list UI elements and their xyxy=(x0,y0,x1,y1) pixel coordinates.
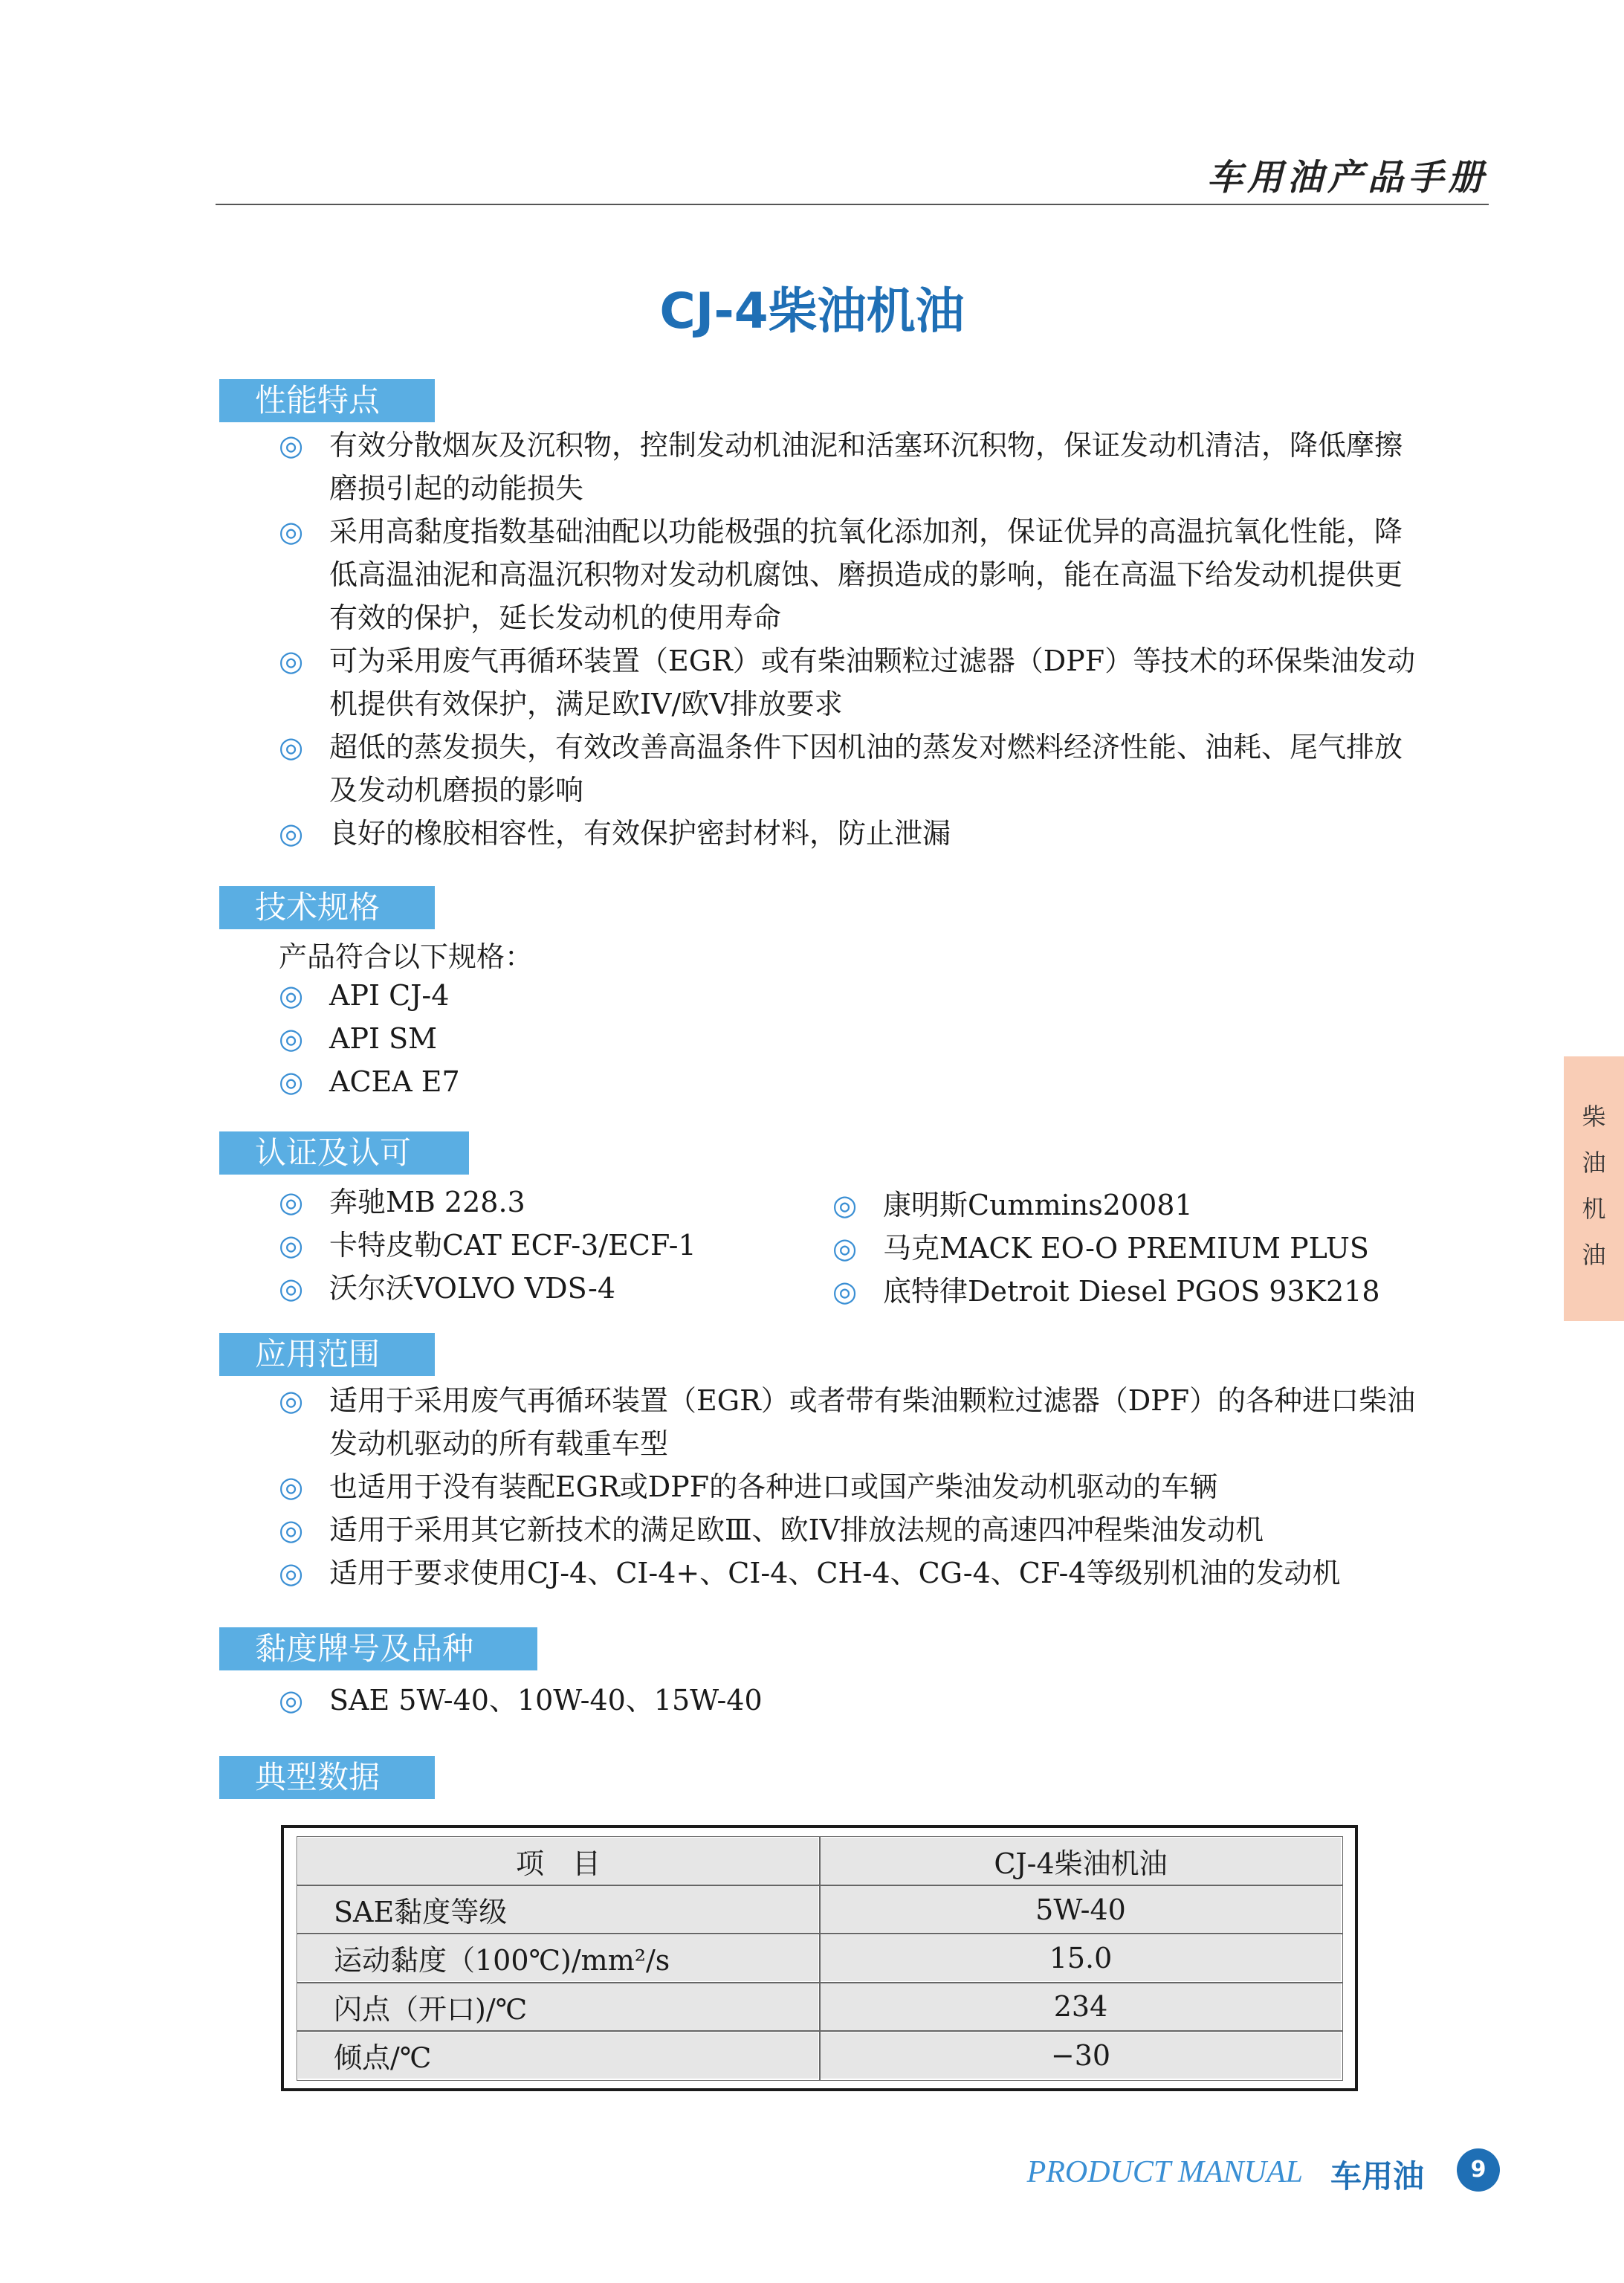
header-rule xyxy=(216,204,1489,205)
header-title: 车用油产品手册 xyxy=(1206,157,1488,198)
bullet-icon: ◎ xyxy=(279,731,304,763)
list-item: ◎ 卡特皮勒CAT ECF-3/ECF-1 xyxy=(279,1224,814,1267)
list-item: ◎ API CJ-4 xyxy=(279,974,1416,1017)
list-item: ◎ ACEA E7 xyxy=(279,1060,1416,1103)
section-label-features: 性能特点 xyxy=(219,379,435,422)
bullet-icon: ◎ xyxy=(279,1514,304,1546)
list-item: ◎ 底特律Detroit Diesel PGOS 93K218 xyxy=(832,1270,1427,1313)
table-row xyxy=(297,1934,1342,1982)
side-tab xyxy=(1564,1056,1624,1321)
table-header-cell: 项 目 xyxy=(297,1837,820,1885)
table-cell: 234 xyxy=(820,1983,1342,2031)
applications-list xyxy=(279,1379,1416,1595)
bullet-icon: ◎ xyxy=(279,1272,304,1305)
bullet-icon: ◎ xyxy=(279,429,304,462)
bullet-icon: ◎ xyxy=(279,817,304,850)
table-header-row xyxy=(297,1837,1342,1885)
section-label-typical: 典型数据 xyxy=(219,1756,435,1799)
bullet-icon: ◎ xyxy=(279,645,304,677)
side-tab-char: 机 xyxy=(1582,1195,1606,1223)
table-row xyxy=(297,1983,1342,2031)
bullet-icon: ◎ xyxy=(279,1022,304,1055)
bullet-icon: ◎ xyxy=(279,1384,304,1417)
list-item: ◎ 奔驰MB 228.3 xyxy=(279,1181,814,1224)
table-header-cell: CJ-4柴油机油 xyxy=(820,1837,1342,1885)
bullet-icon: ◎ xyxy=(279,1557,304,1589)
side-tab-char: 油 xyxy=(1582,1149,1606,1177)
side-tab-char: 油 xyxy=(1582,1241,1606,1269)
typical-data-table xyxy=(281,1825,1358,2091)
section-label-approvals: 认证及认可 xyxy=(219,1131,469,1175)
list-item: ◎ 沃尔沃VOLVO VDS-4 xyxy=(279,1267,814,1310)
list-item: ◎ 超低的蒸发损失，有效改善高温条件下因机油的蒸发对燃料经济性能、油耗、尾气排放及发动机磨损的影响 xyxy=(279,726,1416,812)
list-item: ◎ SAE 5W-40、10W-40、15W-40 xyxy=(279,1679,1416,1722)
list-item: ◎ 马克MACK EO-O PREMIUM PLUS xyxy=(832,1227,1427,1270)
specs-list xyxy=(279,974,1416,1103)
bullet-icon: ◎ xyxy=(832,1232,858,1265)
footer-english-title: PRODUCT MANUAL xyxy=(1026,2155,1303,2189)
grades-list xyxy=(279,1679,1416,1722)
approvals-left-list xyxy=(279,1181,814,1310)
list-item: ◎ 也适用于没有装配EGR或DPF的各种进口或国产柴油发动机驱动的车辆 xyxy=(279,1465,1416,1508)
list-item: ◎ 有效分散烟灰及沉积物，控制发动机油泥和活塞环沉积物，保证发动机清洁，降低摩擦磨损引起的动能损失 xyxy=(279,424,1416,510)
table-row xyxy=(297,2031,1342,2079)
list-item: ◎ 适用于采用废气再循环装置（EGR）或者带有柴油颗粒过滤器（DPF）的各种进口柴油发动机驱动的所有载重车型 xyxy=(279,1379,1416,1465)
bullet-icon: ◎ xyxy=(279,1684,304,1717)
bullet-icon: ◎ xyxy=(279,515,304,548)
list-item: ◎ 良好的橡胶相容性，有效保护密封材料，防止泄漏 xyxy=(279,812,1416,855)
bullet-icon: ◎ xyxy=(279,1065,304,1098)
table-cell: −30 xyxy=(820,2031,1342,2079)
list-item: ◎ 康明斯Cummins20081 xyxy=(832,1184,1427,1227)
table-cell: 倾点/℃ xyxy=(297,2031,820,2079)
section-label-applications: 应用范围 xyxy=(219,1333,435,1376)
list-item: ◎ API SM xyxy=(279,1017,1416,1060)
table-cell: 闪点（开口)/℃ xyxy=(297,1983,820,2031)
bullet-icon: ◎ xyxy=(279,1470,304,1503)
specs-intro: 产品符合以下规格： xyxy=(279,940,534,973)
list-item: ◎ 适用于要求使用CJ-4、CI-4+、CI-4、CH-4、CG-4、CF-4等级别机油的发动机 xyxy=(279,1551,1416,1595)
table-cell: 5W-40 xyxy=(820,1885,1342,1934)
page-number: 9 xyxy=(1457,2148,1500,2192)
list-item: ◎ 适用于采用其它新技术的满足欧Ⅲ、欧IV排放法规的高速四冲程柴油发动机 xyxy=(279,1508,1416,1551)
approvals-right-list xyxy=(832,1184,1427,1313)
bullet-icon: ◎ xyxy=(279,1186,304,1218)
bullet-icon: ◎ xyxy=(279,1229,304,1262)
bullet-icon: ◎ xyxy=(279,979,304,1012)
table-row xyxy=(297,1885,1342,1934)
side-tab-char: 柴 xyxy=(1582,1102,1606,1131)
bullet-icon: ◎ xyxy=(832,1189,858,1221)
table-cell: 运动黏度（100℃)/mm²/s xyxy=(297,1934,820,1982)
footer-chinese-title: 车用油 xyxy=(1330,2158,1425,2195)
bullet-icon: ◎ xyxy=(832,1275,858,1308)
table-cell: SAE黏度等级 xyxy=(297,1885,820,1934)
list-item: ◎ 可为采用废气再循环装置（EGR）或有柴油颗粒过滤器（DPF）等技术的环保柴油发动机提供有效保护，满足欧IV/欧V排放要求 xyxy=(279,639,1416,726)
list-item: ◎ 采用高黏度指数基础油配以功能极强的抗氧化添加剂，保证优异的高温抗氧化性能，降低高温油泥和高温沉积物对发动机腐蚀、磨损造成的影响，能在高温下给发动机提供更有效的保护，延长发动机的使用寿命 xyxy=(279,510,1416,639)
section-label-specs: 技术规格 xyxy=(219,886,435,929)
features-list xyxy=(279,424,1416,855)
doc-title: CJ-4柴油机油 xyxy=(659,282,965,340)
table-cell: 15.0 xyxy=(820,1934,1342,1982)
section-label-grades: 黏度牌号及品种 xyxy=(219,1627,537,1670)
